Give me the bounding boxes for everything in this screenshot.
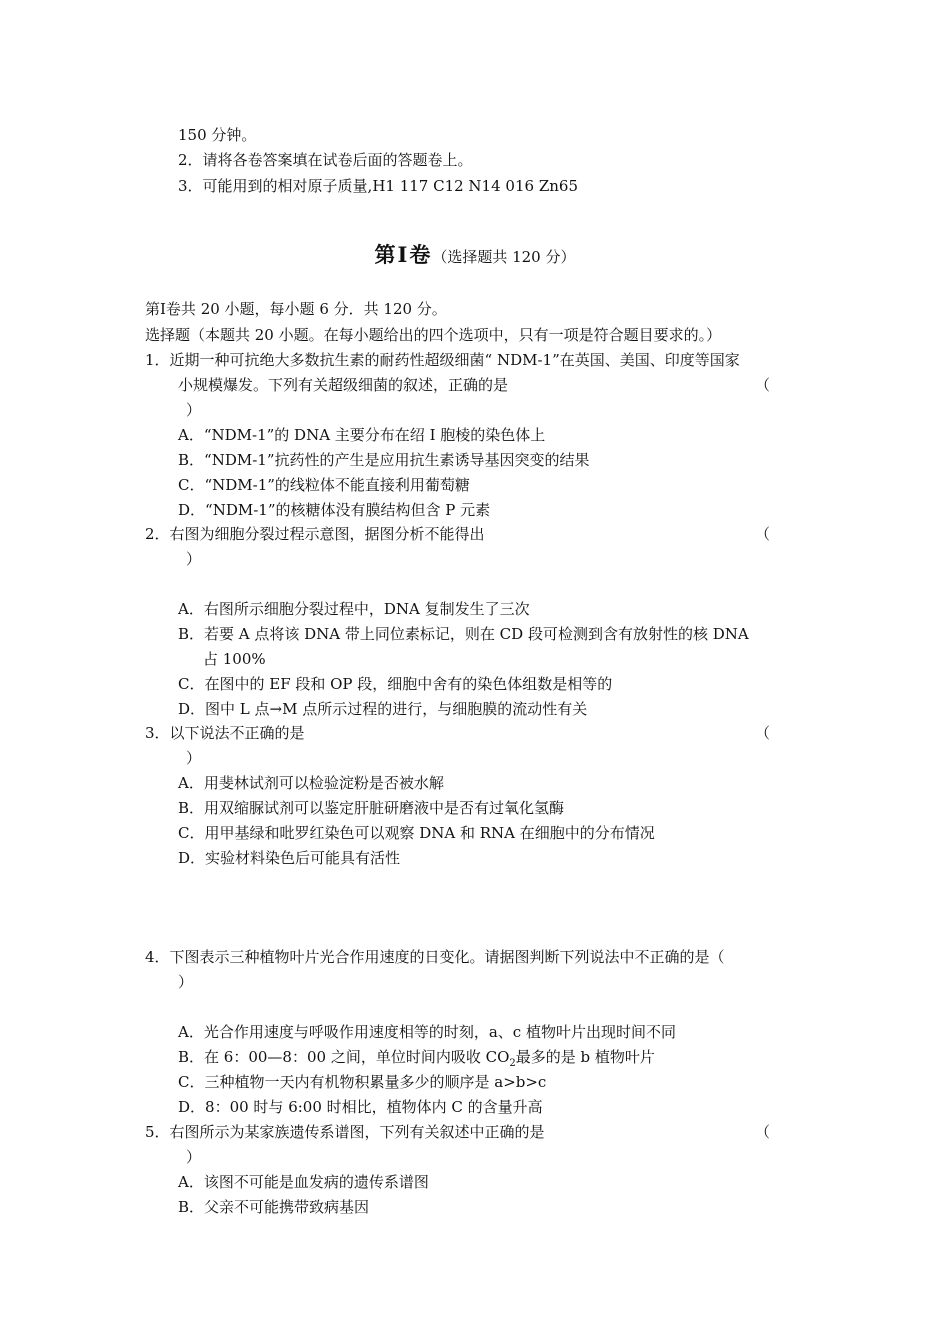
q3-option-b: B．用双缩脲试剂可以鉴定肝脏研磨液中是否有过氧化氢酶 — [178, 799, 565, 817]
q3-option-c: C．用甲基绿和吡罗红染色可以观察 DNA 和 RNA 在细胞中的分布情况 — [178, 824, 655, 842]
q3-option-d: D．实验材料染色后可能具有活性 — [178, 849, 401, 867]
q2-stem-line-1: 2．右图为细胞分裂过程示意图，据图分析不能得出 — [145, 525, 485, 543]
q4-option-a: A．光合作用速度与呼吸作用速度相等的时刻，a、c 植物叶片出现时间不同 — [178, 1023, 676, 1041]
q2-option-b-cont: 占 100% — [203, 650, 266, 668]
q4-option-b — [178, 1047, 655, 1074]
q5-close-paren: ） — [186, 1148, 202, 1166]
note-line-3: 3．可能用到的相对原子质量,H1 117 C12 N14 016 Zn65 — [178, 177, 578, 195]
note-line-1: 150 分钟。 — [178, 126, 257, 144]
q1-option-d: D．“NDM-1”的核糖体没有膜结构但含 P 元素 — [178, 501, 491, 519]
q5-open-paren: （ — [755, 1123, 771, 1141]
q2-open-paren: （ — [755, 525, 771, 543]
q4-option-b-subscript: 2 — [509, 1058, 516, 1069]
q3-option-a: A．用斐林试剂可以检验淀粉是否被水解 — [178, 774, 444, 792]
q2-option-c: C．在图中的 EF 段和 OP 段，细胞中舍有的染色体组数是相等的 — [178, 675, 613, 693]
q1-open-paren: （ — [755, 376, 771, 394]
q1-stem-line-1: 1．近期一种可抗绝大多数抗生素的耐药性超级细菌“ NDM-1”在英国、美国、印度等国家 — [145, 351, 740, 369]
q4-option-c: C．三种植物一天内有机物积累量多少的顺序是 a>b>c — [178, 1073, 547, 1091]
q1-stem-line-2: 小规模爆发。下列有关超级细菌的叙述，正确的是 — [178, 376, 509, 394]
q2-close-paren: ） — [186, 550, 202, 568]
q1-option-b: B．“NDM-1”抗药性的产生是应用抗生素诱导基因突变的结果 — [178, 451, 590, 469]
q2-option-a: A．右图所示细胞分裂过程中，DNA 复制发生了三次 — [178, 600, 530, 618]
q4-option-d: D．8：00 时与 6:00 时相比，植物体内 C 的含量升高 — [178, 1098, 543, 1116]
section-title — [0, 239, 950, 269]
q1-option-a: A．“NDM-1”的 DNA 主要分布在绍 I 胞棱的染色体上 — [178, 426, 546, 444]
q2-option-d: D．图中 L 点→M 点所示过程的进行，与细胞膜的流动性有关 — [178, 700, 588, 718]
q3-open-paren: （ — [755, 724, 771, 742]
q4-option-b-text: B．在 6：00—8：00 之间，单位时间内吸收 CO — [178, 1048, 510, 1066]
q2-option-b: B．若要 A 点将该 DNA 带上同位素标记，则在 CD 段可检测到含有放射性的核 DNA — [178, 625, 749, 643]
q4-close-paren: ） — [178, 973, 194, 991]
section-title-main: 第Ⅰ卷 — [374, 242, 433, 267]
note-line-2: 2．请将各卷答案填在试卷后面的答题卷上。 — [178, 151, 473, 169]
q5-option-b: B．父亲不可能携带致病基因 — [178, 1198, 370, 1216]
q1-option-c: C．“NDM-1”的线粒体不能直接利用葡萄糖 — [178, 476, 470, 494]
q5-stem-line-1: 5．右图所示为某家族遗传系谱图，下列有关叙述中正确的是 — [145, 1123, 545, 1141]
section-title-sub: （选择题共 120 分） — [432, 248, 576, 266]
intro-line-1: 第Ⅰ卷共 20 小题，每小题 6 分．共 120 分。 — [145, 300, 447, 318]
q3-stem-line-1: 3．以下说法不正确的是 — [145, 724, 305, 742]
q3-close-paren: ） — [186, 749, 202, 767]
q5-option-a: A．该图不可能是血发病的遗传系谱图 — [178, 1173, 429, 1191]
q1-close-paren: ） — [186, 401, 202, 419]
q4-option-b-tail: 最多的是 b 植物叶片 — [515, 1048, 655, 1066]
intro-line-2: 选择题（本题共 20 小题。在每小题给出的四个选项中，只有一项是符合题目要求的。） — [145, 326, 722, 344]
q4-stem-line-1: 4．下图表示三种植物叶片光合作用速度的日变化。请据图判断下列说法中不正确的是（ — [145, 948, 725, 966]
